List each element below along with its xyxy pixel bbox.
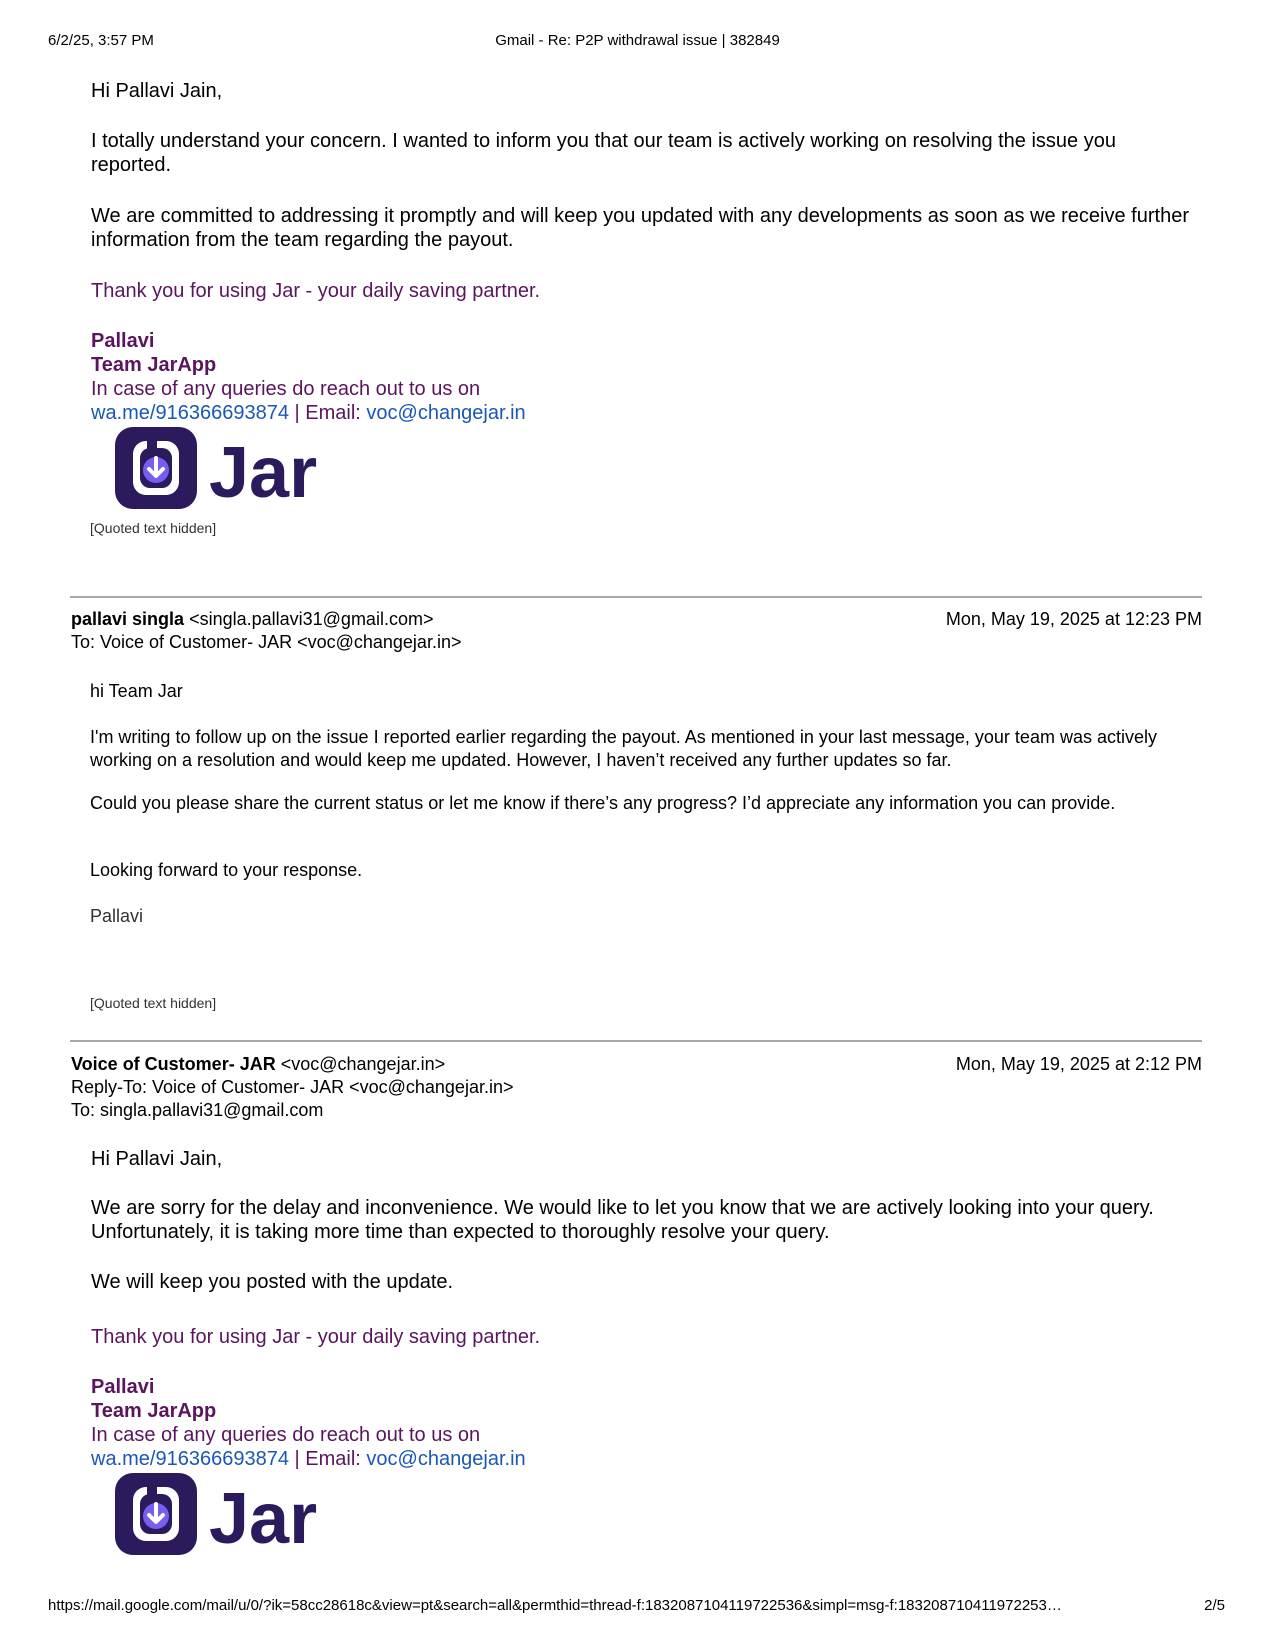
message-date: Mon, May 19, 2025 at 2:12 PM [955, 1054, 1202, 1074]
body-paragraph: I totally understand your concern. I wanted to inform you that our team is actively working on resolving the issue you reported. [91, 130, 1116, 176]
signature-team: Team JarApp [91, 354, 217, 376]
signoff: Pallavi [90, 906, 144, 926]
whatsapp-link[interactable]: wa.me/916366693874 [91, 402, 289, 424]
jar-logo-icon [113, 1471, 353, 1559]
message-date: Mon, May 19, 2025 at 12:23 PM [945, 609, 1202, 629]
body-paragraph: Looking forward to your response. [90, 860, 363, 880]
logo-wordmark: Jar [209, 1479, 318, 1559]
signature-name: Pallavi [91, 1376, 155, 1398]
sender-email: <voc@changejar.in> [280, 1054, 446, 1074]
thanks-line: Thank you for using Jar - your daily saving partner. [91, 1326, 541, 1348]
sender-name: Voice of Customer- JAR [71, 1054, 276, 1074]
signature-team: Team JarApp [91, 1400, 217, 1422]
email-link[interactable]: voc@changejar.in [366, 1448, 526, 1470]
body-paragraph: We are committed to addressing it promptly and will keep you updated with any developments as soon as we receive further information from the team regarding the payout. [91, 205, 1189, 251]
greeting: hi Team Jar [90, 681, 183, 701]
jar-logo [113, 425, 353, 513]
signature-queries: In case of any queries do reach out to us on [91, 378, 481, 400]
message-reply-to: Reply-To: Voice of Customer- JAR <voc@changejar.in> [71, 1077, 514, 1097]
message-recipient: To: Voice of Customer- JAR <voc@changejar.in> [71, 632, 462, 652]
print-title: Gmail - Re: P2P withdrawal issue | 382849 [495, 32, 780, 49]
quoted-text-hidden[interactable]: [Quoted text hidden] [90, 520, 217, 536]
jar-logo [113, 1471, 353, 1559]
message-sender [71, 1053, 445, 1075]
body-paragraph: Could you please share the current status or let me know if there’s any progress? I’d appreciate any information you can provide. [90, 793, 1116, 813]
signature-name: Pallavi [91, 330, 155, 352]
quoted-text-hidden[interactable]: [Quoted text hidden] [90, 995, 217, 1011]
signature-contact [91, 401, 526, 425]
signature-contact [91, 1447, 526, 1471]
message-recipient: To: singla.pallavi31@gmail.com [71, 1100, 324, 1120]
contact-separator: | Email: [288, 402, 367, 424]
sender-email: <singla.pallavi31@gmail.com> [189, 609, 434, 629]
sender-name: pallavi singla [71, 609, 185, 629]
email-link[interactable]: voc@changejar.in [366, 402, 526, 424]
whatsapp-link[interactable]: wa.me/916366693874 [91, 1448, 289, 1470]
greeting: Hi Pallavi Jain, [91, 1148, 223, 1170]
signature-queries: In case of any queries do reach out to us on [91, 1424, 481, 1446]
contact-separator: | Email: [288, 1448, 367, 1470]
message-divider [70, 596, 1202, 598]
body-paragraph: We will keep you posted with the update. [91, 1271, 454, 1293]
message-divider [70, 1040, 1202, 1042]
greeting: Hi Pallavi Jain, [91, 80, 223, 102]
logo-wordmark: Jar [209, 433, 318, 513]
body-paragraph: I'm writing to follow up on the issue I reported earlier regarding the payout. As mentioned in your last message, your team was actively working on a resolution and would keep me updated. However, I haven’t received any further updates so far. [90, 727, 1157, 770]
message-sender [71, 608, 433, 630]
page-number: 2/5 [1204, 1597, 1225, 1614]
print-datetime: 6/2/25, 3:57 PM [48, 32, 154, 49]
print-url: https://mail.google.com/mail/u/0/?ik=58cc28618c&view=pt&search=all&permthid=thread-f:1832087104119722536&simpl=msg-f:183208710411972253… [48, 1597, 1062, 1614]
body-paragraph: We are sorry for the delay and inconvenience. We would like to let you know that we are actively looking into your query. Unfortunately, it is taking more time than expected to thoroughly resolve your query. [91, 1197, 1154, 1243]
thanks-line: Thank you for using Jar - your daily saving partner. [91, 280, 541, 302]
jar-logo-icon [113, 425, 353, 513]
